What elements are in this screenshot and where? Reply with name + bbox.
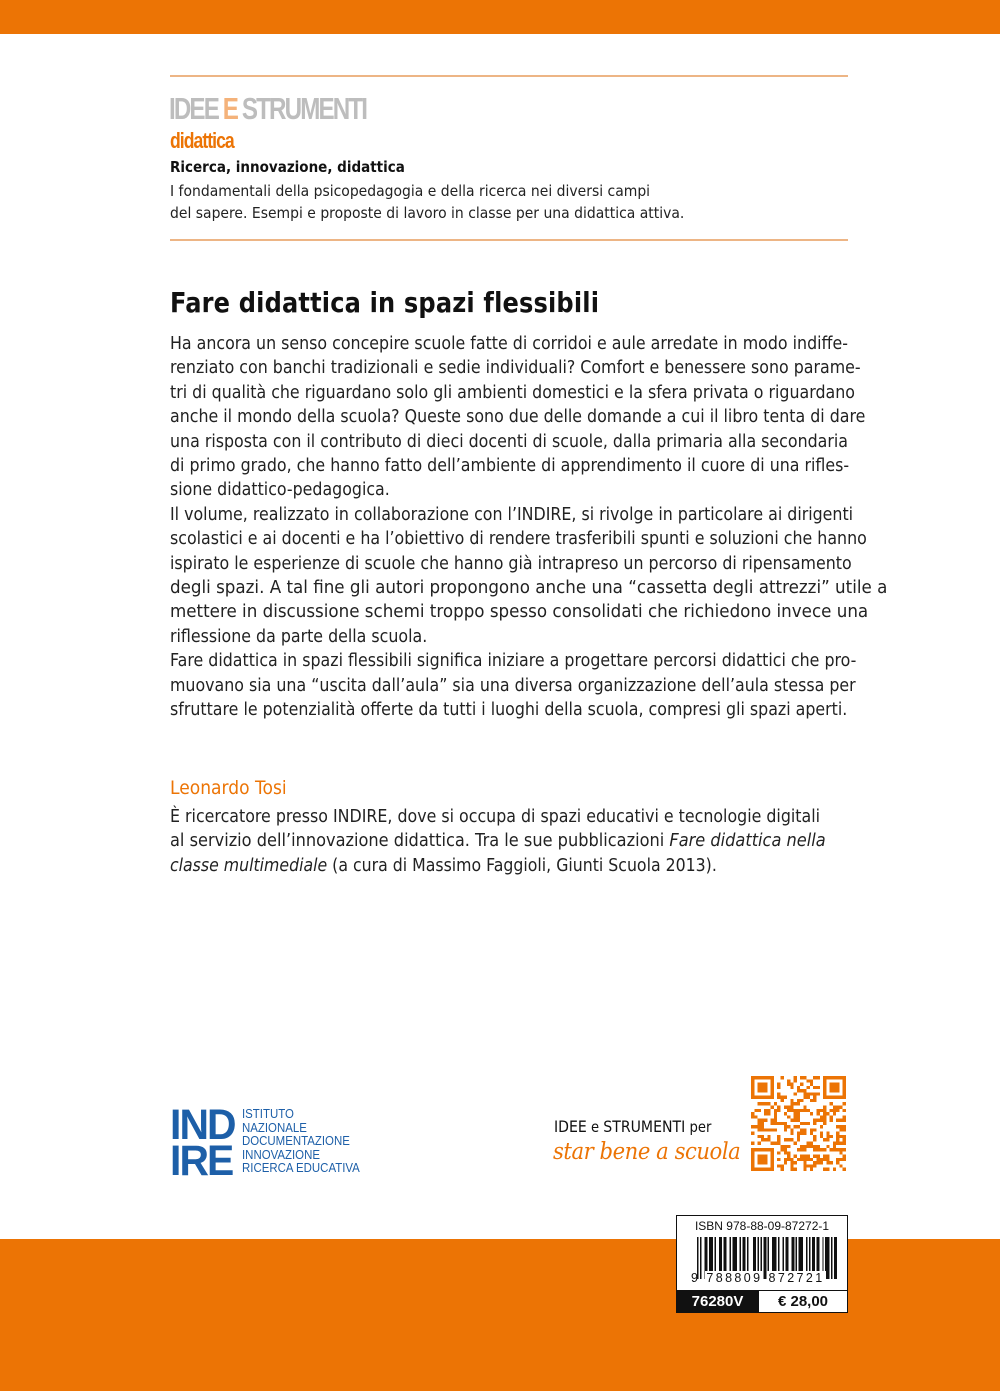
series-title: IDEE E STRUMENTI xyxy=(169,91,367,126)
blurb-line: Il volume, realizzato in collaborazione con l’INDIRE, si rivolge in particolare ai dirigenti xyxy=(170,504,854,525)
blurb-line: ispirato le esperienze di scuole che hanno già intrapreso un percorso di ripensamento xyxy=(170,553,852,574)
blurb-line: mettere in discussione schemi troppo spesso consolidati che richiedono invece una xyxy=(170,602,869,623)
author-bio-line: È ricercatore presso INDIRE, dove si occupa di spazi educativi e tecnologie digitali xyxy=(170,807,821,827)
book-title: Fare didattica in spazi flessibili xyxy=(170,286,600,319)
author-bio xyxy=(170,805,848,878)
blurb-line: Fare didattica in spazi flessibili significa iniziare a progettare percorsi didattici che pro- xyxy=(170,651,857,672)
series-title-accent: E xyxy=(222,91,238,126)
tagline-script: star bene a scuola xyxy=(553,1139,741,1165)
indire-logo-ind: IND xyxy=(170,1101,235,1149)
indire-logo xyxy=(170,1101,390,1185)
blurb-line: renziato con banchi tradizionali e sedie individuali? Comfort e benessere sono parame- xyxy=(170,358,861,379)
blurb-line: riflessione da parte della scuola. xyxy=(170,626,428,647)
blurb-line: anche il mondo della scuola? Queste sono due delle domande a cui il libro tenta di dare xyxy=(170,407,866,428)
bottom-orange-band xyxy=(0,1239,1000,1391)
divider-bottom xyxy=(170,239,848,241)
collana-description: I fondamentali della psicopedagogia e della ricerca nei diversi campi del sapere. Esempi e proposte di lavoro in classe per una didattica attiva. xyxy=(170,182,685,222)
blurb-line: Ha ancora un senso concepire scuole fatte di corridoi e aule arredate in modo indiffe- xyxy=(170,334,848,354)
author-bio-line: classe multimediale (a cura di Massimo Faggioli, Giunti Scuola 2013). xyxy=(170,855,717,876)
book-blurb xyxy=(170,332,888,723)
indire-logo-ire: IRE xyxy=(170,1137,233,1185)
blurb-line: di primo grado, che hanno fatto dell’ambiente di apprendimento il cuore di una rifles- xyxy=(170,456,850,477)
blurb-line: sione didattico-pedagogica. xyxy=(170,480,390,501)
series-subtitle: didattica xyxy=(170,128,234,153)
isbn-label: ISBN 978-88-09-87272-1 xyxy=(694,1219,830,1233)
blurb-line: sfruttare le potenzialità offerte da tutti i luoghi della scuola, compresi gli spazi aperti. xyxy=(170,700,848,721)
tagline: IDEE e STRUMENTI per xyxy=(554,1117,712,1136)
blurb-line: una risposta con il contributo di dieci docenti di scuole, dalla primaria alla secondaria xyxy=(170,431,849,452)
price: € 28,00 xyxy=(758,1291,847,1312)
product-code: 76280V xyxy=(677,1291,758,1312)
qr-code-icon[interactable] xyxy=(751,1075,846,1172)
blurb-line: degli spazi. A tal fine gli autori propongono anche una “cassetta degli attrezzi” utile a xyxy=(170,578,888,599)
blurb-line: scolastici e ai docenti e ha l’obiettivo di rendere trasferibili spunti e soluzioni che hanno xyxy=(170,529,867,550)
author-name: Leonardo Tosi xyxy=(170,777,287,799)
blurb-line: tri di qualità che riguardano solo gli ambienti domestici e la sfera privata o riguardano xyxy=(170,382,855,403)
author-bio-line: al servizio dell’innovazione didattica. Tra le sue pubblicazioni Fare didattica nella xyxy=(170,831,826,852)
collana-heading: Ricerca, innovazione, didattica xyxy=(170,158,405,176)
barcode-digits: 9 788809 872721 xyxy=(691,1271,825,1285)
divider-top xyxy=(170,75,848,77)
indire-logo-text: ISTITUTO NAZIONALE DOCUMENTAZIONE INNOVAZIONE RICERCA EDUCATIVA xyxy=(242,1106,360,1176)
top-orange-band xyxy=(0,0,1000,34)
isbn-barcode-box xyxy=(676,1215,848,1313)
code-price-row xyxy=(677,1290,847,1312)
blurb-line: muovano sia una “uscita dall’aula” sia una diversa organizzazione dell’aula stessa per xyxy=(170,675,856,696)
